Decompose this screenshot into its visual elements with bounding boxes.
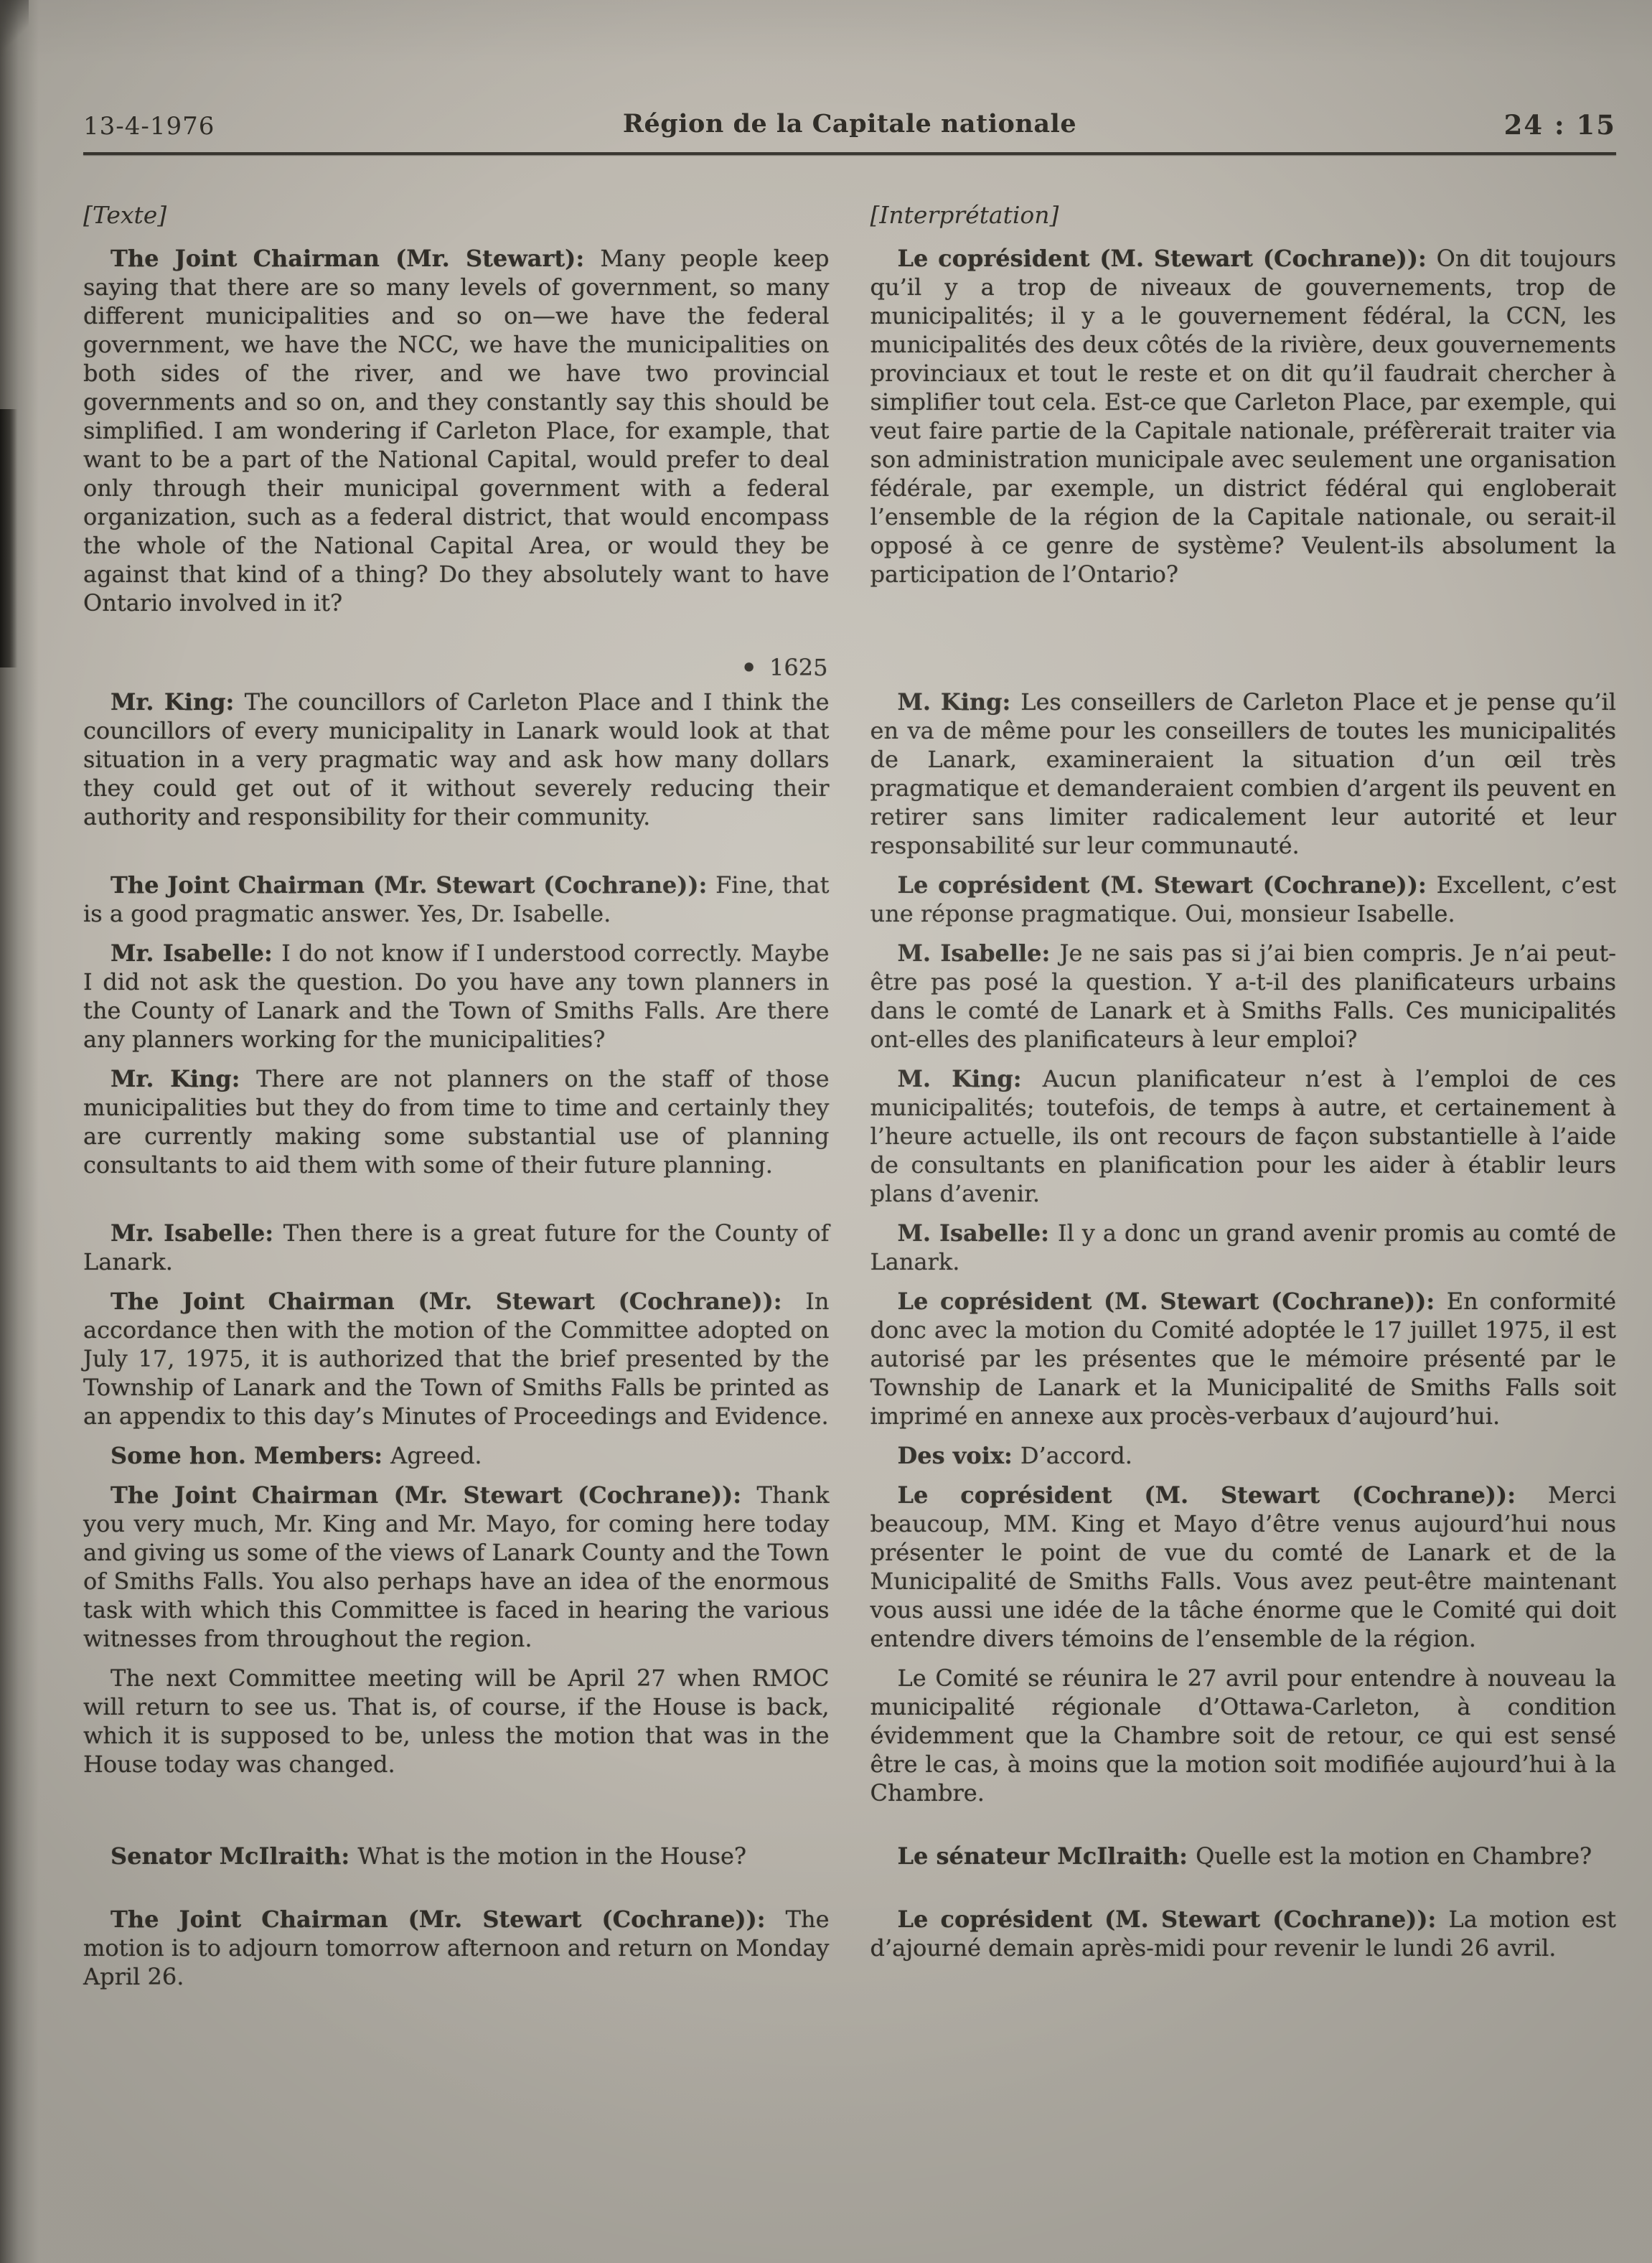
speech-text: Thank you very much, Mr. King and Mr. Mayo, for coming here today and giving us some of the views of Lanark County and the Town of Smiths Falls. You also perhaps have an idea of the enormous task with which this Committee is faced in hearing the various witnesses from throughout the region. [83, 1481, 830, 1652]
speech-fr [870, 1905, 1617, 1991]
speech-text: What is the motion in the House? [357, 1842, 747, 1870]
speech-text: La motion est d’ajourné demain après-midi pour revenir le lundi 26 avril. [870, 1906, 1617, 1962]
speech-text: The councillors of Carleton Place and I think the councillors of every municipality in Lanark would look at that situation in a very pragmatic way and ask how many dollars they could get out of it without severely reducing their authority and responsibility for their community. [83, 688, 830, 830]
speaker-name: The Joint Chairman (Mr. Stewart (Cochrane)): [111, 1481, 742, 1509]
speaker-name: M. King: [897, 1065, 1022, 1092]
speech-en [83, 1219, 830, 1276]
dialogue-row [83, 1481, 1616, 1653]
speech-text: I do not know if I understood correctly. Maybe I did not ask the question. Do you have any town planners in the County of Lanark and the Town of Smiths Falls. Are there any planners working for the municipalities? [83, 940, 830, 1053]
speech-fr [870, 1441, 1617, 1470]
speaker-name: Some hon. Members: [111, 1442, 383, 1469]
speech-en [83, 1287, 830, 1430]
empty-cell [870, 653, 1617, 682]
speaker-name: Le coprésident (M. Stewart (Cochrane)): [897, 245, 1427, 272]
speaker-name: M. King: [897, 688, 1011, 716]
speaker-name: Le coprésident (M. Stewart (Cochrane)): [897, 1288, 1435, 1315]
speech-fr [870, 939, 1617, 1054]
dialogue-row [83, 1219, 1616, 1276]
speaker-name: The Joint Chairman (Mr. Stewart (Cochrane)): [111, 1288, 782, 1315]
speech-en [83, 688, 830, 860]
speech-en [83, 244, 830, 617]
bullet-icon: • [740, 650, 759, 685]
speaker-name: Le coprésident (M. Stewart (Cochrane)): [897, 1906, 1437, 1933]
speaker-name: The Joint Chairman (Mr. Stewart (Cochrane)): [111, 1906, 766, 1933]
dialogue-row [83, 1441, 1616, 1470]
dialogue-row [83, 871, 1616, 928]
timestamp-marker [83, 650, 830, 685]
speech-en [83, 1441, 830, 1470]
speech-text: The next Committee meeting will be April 27 when RMOC will return to see us. That is, of course, if the House is back, which it is supposed to be, unless the motion that was in the House today was changed. [83, 1664, 830, 1778]
speaker-name: Mr. Isabelle: [111, 1219, 274, 1247]
speaker-name: Le coprésident (M. Stewart (Cochrane)): [897, 1481, 1516, 1509]
speech-en [83, 871, 830, 928]
dialogue-row [83, 1064, 1616, 1208]
column-labels-row [83, 201, 1616, 230]
speaker-name: Des voix: [897, 1442, 1013, 1469]
speech-text: The motion is to adjourn tomorrow afternoon and return on Monday April 26. [83, 1906, 830, 1990]
speaker-name: M. Isabelle: [897, 1219, 1049, 1247]
speech-fr [870, 1842, 1617, 1870]
dialogue-row [83, 1664, 1616, 1807]
speaker-name: Senator McIlraith: [111, 1842, 350, 1870]
speech-text: En conformité donc avec la motion du Comité adoptée le 17 juillet 1975, il est autorisé par les présentes que le mémoire présenté par le Township de Lanark et la Municipalité de Smiths Falls soit imprimé en annexe aux procès-verbaux d’aujourd’hui. [870, 1288, 1617, 1430]
speaker-name: M. Isabelle: [897, 940, 1051, 967]
speech-en [83, 1842, 830, 1870]
speech-text: On dit toujours qu’il y a trop de niveaux de gouvernements, trop de municipalités; il y a le gouvernement fédéral, la CCN, les municipalités des deux côtés de la rivière, deux gouvernements provinciaux et tout le reste et on dit qu’il faudrait chercher à simplifier tout cela. Est-ce que Carleton Place, par exemple, qui veut faire partie de la Capitale nationale, préfèrerait traiter via son administration municipale avec seulement une organisation fédérale, par exemple, un district fédéral qui engloberait l’ensemble de la région de la Capitale nationale, ou serait-il opposé à ce genre de système? Veulent-ils absolument la participation de l’Ontario? [870, 245, 1617, 588]
speech-text: Excellent, c’est une réponse pragmatique. Oui, monsieur Isabelle. [870, 871, 1617, 927]
speech-en [83, 1064, 830, 1208]
dialogue-row [83, 1905, 1616, 1991]
dialogue-row [83, 1842, 1616, 1870]
speech-text: Quelle est la motion en Chambre? [1196, 1842, 1592, 1870]
timestamp-value: 1625 [769, 654, 828, 681]
speech-text: Merci beaucoup, MM. King et Mayo d’être venus aujourd’hui nous présenter le point de vue du comté de Lanark et de la Municipalité de Smiths Falls. Vous avez peut-être maintenant vous aussi une idée de la tâche énorme que le Comité qui doit entendre divers témoins de l’ensemble de la région. [870, 1481, 1616, 1652]
speech-text: Many people keep saying that there are so many levels of government, so many different municipalities and so on—we have the federal government, we have the NCC, we have the municipalities on both sides of the river, and we have two provincial governments and so on, and they constantly say this should be simplified. I am wondering if Carleton Place, for example, that want to be a part of the National Capital, would prefer to deal only through their municipal government with a federal organization, such as a federal district, that would encompass the whole of the National Capital Area, or would they be against that kind of a thing? Do they absolutely want to have Ontario involved in it? [83, 245, 830, 617]
page-number: 24 : 15 [1503, 109, 1616, 141]
speaker-name: The Joint Chairman (Mr. Stewart): [111, 245, 585, 272]
dialogue-row [83, 688, 1616, 860]
speech-text: In accordance then with the motion of the Committee adopted on July 17, 1975, it is authorized that the brief presented by the Township of Lanark and the Town of Smiths Falls be printed as an appendix to this day’s Minutes of Proceedings and Evidence. [83, 1288, 830, 1430]
page-header [83, 109, 1616, 141]
header-rule [83, 152, 1616, 155]
speech-fr [870, 688, 1617, 860]
speech-fr [870, 244, 1617, 617]
speech-en [83, 1481, 830, 1653]
speech-text: There are not planners on the staff of those municipalities but they do from time to time and certainly they are currently making some substantial use of planning consultants to aid them with some of their future planning. [83, 1065, 830, 1179]
page-title: Région de la Capitale nationale [622, 109, 1077, 139]
speaker-name: Mr. King: [111, 688, 235, 716]
speaker-name: Le sénateur McIlraith: [897, 1842, 1188, 1870]
timestamp-row [83, 650, 1616, 685]
speech-fr [870, 1219, 1617, 1276]
dialogue-row [83, 244, 1616, 617]
header-date: 13-4-1976 [83, 112, 215, 141]
speech-fr [870, 1064, 1617, 1208]
two-column-body [83, 201, 1616, 1991]
interpretation-label: [Interprétation] [870, 201, 1059, 229]
speech-en [83, 1905, 830, 1991]
texte-label: [Texte] [83, 201, 167, 229]
speaker-name: Mr. Isabelle: [111, 940, 273, 967]
speech-en [83, 939, 830, 1054]
speech-text: Agreed. [390, 1442, 482, 1469]
speech-text: Les conseillers de Carleton Place et je pense qu’il en va de même pour les conseillers de toutes les municipalités de Lanark, examineraient la situation d’un œil très pragmatique et demanderaient combien d’argent ils peuvent en retirer sans limiter radicalement leur autorité et leur responsabilité sur leur communauté. [870, 688, 1617, 859]
dialogue-row [83, 1287, 1616, 1430]
speaker-name: Le coprésident (M. Stewart (Cochrane)): [897, 871, 1427, 899]
speech-text: D’accord. [1020, 1442, 1132, 1469]
speech-text: Je ne sais pas si j’ai bien compris. Je n’ai peut-être pas posé la question. Y a-t-il des planificateurs urbains dans le comté de Lanark et à Smiths Falls. Ces municipalités ont-elles des planificateurs à leur emploi? [870, 940, 1617, 1053]
speaker-name: Mr. King: [111, 1065, 240, 1092]
speech-text: Fine, that is a good pragmatic answer. Yes, Dr. Isabelle. [83, 871, 830, 927]
speech-en [83, 1664, 830, 1807]
speech-fr [870, 1287, 1617, 1430]
speech-text: Le Comité se réunira le 27 avril pour entendre à nouveau la municipalité régionale d’Ottawa-Carleton, à condition évidemment que la Chambre soit de retour, ce qui est sensé être le cas, à moins que la motion soit modifiée aujourd’hui à la Chambre. [870, 1664, 1616, 1807]
dialogue-row [83, 939, 1616, 1054]
speech-text: Aucun planificateur n’est à l’emploi de ces municipalités; toutefois, de temps à autre, et certainement à l’heure actuelle, ils ont recours de façon substantielle à l’aide de consultants en planification pour les aider à établir leurs plans d’avenir. [870, 1065, 1617, 1207]
speech-fr [870, 1481, 1617, 1653]
speech-text: Then there is a great future for the County of Lanark. [83, 1219, 830, 1275]
speaker-name: The Joint Chairman (Mr. Stewart (Cochrane)): [111, 871, 708, 899]
speech-text: Il y a donc un grand avenir promis au comté de Lanark. [870, 1219, 1617, 1275]
speech-fr [870, 1664, 1617, 1807]
speech-fr [870, 871, 1617, 928]
